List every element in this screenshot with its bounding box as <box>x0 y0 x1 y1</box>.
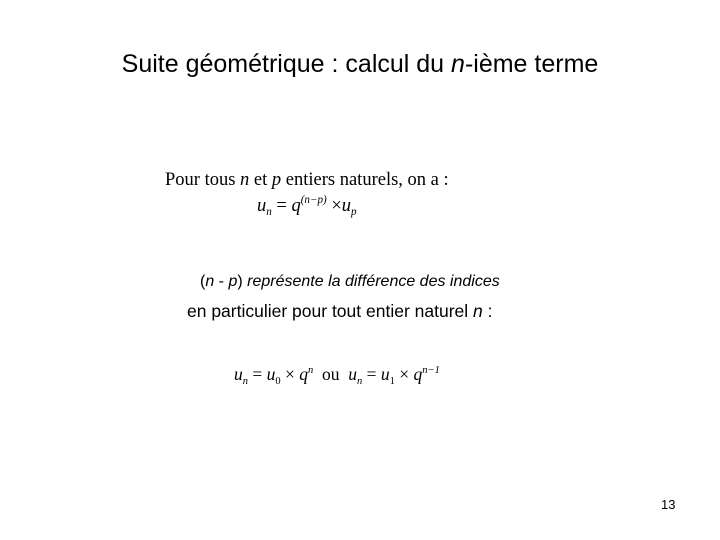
f2-times-a: × <box>280 364 300 384</box>
eq-equals: = <box>271 196 292 216</box>
note-var-p: p <box>228 273 238 290</box>
f2-u-b: u <box>266 364 276 384</box>
page-number: 13 <box>661 497 676 512</box>
f2-u-c: u <box>348 364 357 384</box>
eq-sub-p: p <box>351 205 357 218</box>
particular-text: en particulier pour tout entier naturel <box>187 301 473 321</box>
f2-exp-a: n <box>308 364 314 376</box>
eq-times: × <box>326 196 342 216</box>
note-text: représente la différence des indices <box>242 273 500 290</box>
theorem-text-et: et <box>249 170 272 190</box>
particular-colon: : <box>482 301 493 321</box>
f2-times-b: × <box>394 364 414 384</box>
title-variable-n: n <box>451 50 465 78</box>
eq-u: u <box>257 196 267 216</box>
f2-sub-d: 1 <box>389 375 395 387</box>
note-close: ) <box>237 273 243 290</box>
f2-q-b: q <box>413 364 423 384</box>
f2-eq-a: = <box>248 364 267 384</box>
index-difference-note <box>200 273 500 291</box>
eq-sub-n: n <box>266 205 272 218</box>
note-open: ( <box>200 273 206 290</box>
eq-exponent: (n−p) <box>300 194 327 207</box>
theorem-equation <box>165 193 449 219</box>
f2-eq-b: = <box>362 364 381 384</box>
note-minus: - <box>214 273 229 290</box>
theorem-text-pour: Pour tous <box>165 170 241 190</box>
particular-var-n: n <box>473 301 483 321</box>
f2-u-d: u <box>380 364 390 384</box>
f2-q-a: q <box>299 364 308 384</box>
theorem-formula <box>165 167 449 219</box>
eq-u2: u <box>341 196 352 216</box>
f2-sub-c: n <box>357 375 363 387</box>
title-text: Suite géométrique : calcul du <box>121 50 452 78</box>
f2-ou: ou <box>313 364 349 384</box>
theorem-var-p: p <box>271 170 282 190</box>
note-var-n: n <box>205 273 215 290</box>
particular-formula <box>234 364 440 385</box>
title-text-end: -ième terme <box>464 50 599 78</box>
particular-case-text <box>187 301 492 322</box>
theorem-text-rest: entiers naturels, on a : <box>281 170 449 190</box>
eq-q: q <box>291 196 301 216</box>
slide-title <box>0 50 720 79</box>
theorem-var-n: n <box>240 170 250 190</box>
theorem-statement <box>165 167 449 193</box>
f2-exp-b: n−1 <box>422 364 440 376</box>
f2-sub-b: 0 <box>275 375 281 387</box>
f2-sub-a: n <box>242 375 248 387</box>
f2-u-a: u <box>234 364 243 384</box>
